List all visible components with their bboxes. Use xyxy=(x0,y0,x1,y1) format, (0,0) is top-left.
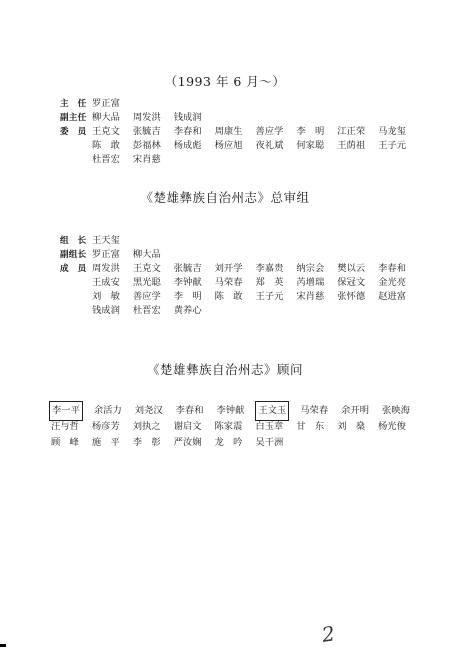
name-list xyxy=(92,139,416,153)
advisor-row xyxy=(51,435,293,451)
person-name: 马荣春 xyxy=(214,277,243,288)
person-name: 杨光俊 xyxy=(378,421,406,432)
person-name: 杨应旭 xyxy=(214,140,243,151)
person-name: 杜晋宏 xyxy=(92,154,120,165)
role-label: 副组长 xyxy=(60,250,87,260)
person-name: 李钟献 xyxy=(216,405,245,416)
name-list xyxy=(92,248,171,262)
person-name: 李春和 xyxy=(173,126,202,137)
person-name: 王荫祖 xyxy=(337,140,366,151)
person-name: 罗正富 xyxy=(92,98,120,109)
advisor-row xyxy=(51,403,420,419)
person-name: 钱成润 xyxy=(92,305,120,316)
person-name-boxed: 李一平 xyxy=(51,403,81,419)
person-name: 李 明 xyxy=(173,291,202,302)
name-list xyxy=(92,262,416,276)
person-name: 严汝娴 xyxy=(173,437,202,448)
person-name: 芮增瑞 xyxy=(296,277,325,288)
person-name: 善应学 xyxy=(132,291,161,302)
person-name: 柳大品 xyxy=(132,249,161,260)
person-name: 李钟献 xyxy=(173,277,202,288)
person-name: 马龙玺 xyxy=(378,126,407,137)
person-name: 王子元 xyxy=(378,140,407,151)
person-name: 周康生 xyxy=(214,126,243,137)
person-name: 樊以云 xyxy=(337,263,366,274)
person-name: 王子元 xyxy=(255,291,284,302)
role-label: 主 任 xyxy=(60,99,87,109)
person-name: 纳宗会 xyxy=(296,263,325,274)
person-name: 余开明 xyxy=(341,405,370,416)
person-name: 马荣春 xyxy=(300,405,329,416)
person-name: 杨成彪 xyxy=(173,140,202,151)
section-title-review-group: 《楚雄彝族自治州志》总审组 xyxy=(140,190,310,205)
person-name: 罗正富 xyxy=(92,249,120,260)
person-name: 刘尧汉 xyxy=(134,405,163,416)
person-name: 刘 敏 xyxy=(92,291,120,302)
name-list xyxy=(92,125,416,139)
person-name: 杜晋宏 xyxy=(132,305,161,316)
person-name: 余活力 xyxy=(93,405,122,416)
person-name: 钱成润 xyxy=(173,112,202,123)
name-list xyxy=(92,276,416,290)
name-list xyxy=(92,153,171,167)
person-name: 宋肖慈 xyxy=(132,154,161,165)
person-name: 施 平 xyxy=(91,437,120,448)
name-list xyxy=(92,290,416,304)
person-name: 王克文 xyxy=(132,263,161,274)
person-name: 陈 敢 xyxy=(214,291,243,302)
section-title-advisors: 《楚雄彝族自治州志》顾问 xyxy=(146,362,303,377)
person-name: 黑光聪 xyxy=(132,277,161,288)
person-name: 汪与哲 xyxy=(51,421,79,432)
person-name: 黄养心 xyxy=(173,305,202,316)
section-title-term: （1993 年 6 月～） xyxy=(164,74,286,89)
person-name: 李春和 xyxy=(378,263,407,274)
handwritten-page-number: 2 xyxy=(320,621,337,647)
person-name: 王成安 xyxy=(92,277,120,288)
person-name: 张毓吉 xyxy=(132,126,161,137)
person-name: 夜礼斌 xyxy=(255,140,284,151)
person-name: 李春和 xyxy=(175,405,204,416)
person-name: 杨彦芳 xyxy=(91,421,120,432)
person-name: 王天玺 xyxy=(92,235,120,246)
role-label: 委 员 xyxy=(60,127,87,137)
person-name: 李 明 xyxy=(296,126,325,137)
person-name: 刘 燊 xyxy=(337,421,366,432)
person-name: 陈家震 xyxy=(214,421,243,432)
person-name: 张毓吉 xyxy=(173,263,202,274)
person-name: 周发洪 xyxy=(92,263,120,274)
person-name: 宋肖慈 xyxy=(296,291,325,302)
person-name: 刘开学 xyxy=(214,263,243,274)
person-name: 柳大品 xyxy=(92,112,120,123)
person-name: 江正荣 xyxy=(337,126,366,137)
role-label: 副主任 xyxy=(60,113,87,123)
person-name-boxed: 王文玉 xyxy=(257,403,287,419)
person-name: 彭福林 xyxy=(132,140,161,151)
person-name: 善应学 xyxy=(255,126,284,137)
person-name: 王克文 xyxy=(92,126,120,137)
person-name: 刘执之 xyxy=(132,421,161,432)
person-name: 金光亮 xyxy=(378,277,407,288)
person-name: 顾 峰 xyxy=(51,437,79,448)
role-label: 成 员 xyxy=(60,264,87,274)
person-name: 谢启文 xyxy=(173,421,202,432)
person-name: 赵进富 xyxy=(378,291,407,302)
name-list xyxy=(92,304,212,318)
person-name: 郑 英 xyxy=(255,277,284,288)
person-name: 白玉章 xyxy=(255,421,284,432)
name-list xyxy=(92,111,212,125)
person-name: 李 彰 xyxy=(132,437,161,448)
person-name: 何家聪 xyxy=(296,140,325,151)
person-name: 陈 敢 xyxy=(92,140,120,151)
name-list xyxy=(92,97,130,111)
person-name: 张怀德 xyxy=(337,291,366,302)
person-name: 周发洪 xyxy=(132,112,161,123)
scan-mark xyxy=(0,644,6,647)
person-name: 吴干洲 xyxy=(255,437,284,448)
role-label: 组 长 xyxy=(60,236,87,246)
name-list xyxy=(92,234,130,248)
person-name: 张映海 xyxy=(382,405,410,416)
person-name: 李嘉贵 xyxy=(255,263,284,274)
person-name: 甘 东 xyxy=(296,421,325,432)
person-name: 龙 吟 xyxy=(214,437,243,448)
person-name: 保冠文 xyxy=(337,277,366,288)
advisor-row xyxy=(51,419,416,435)
